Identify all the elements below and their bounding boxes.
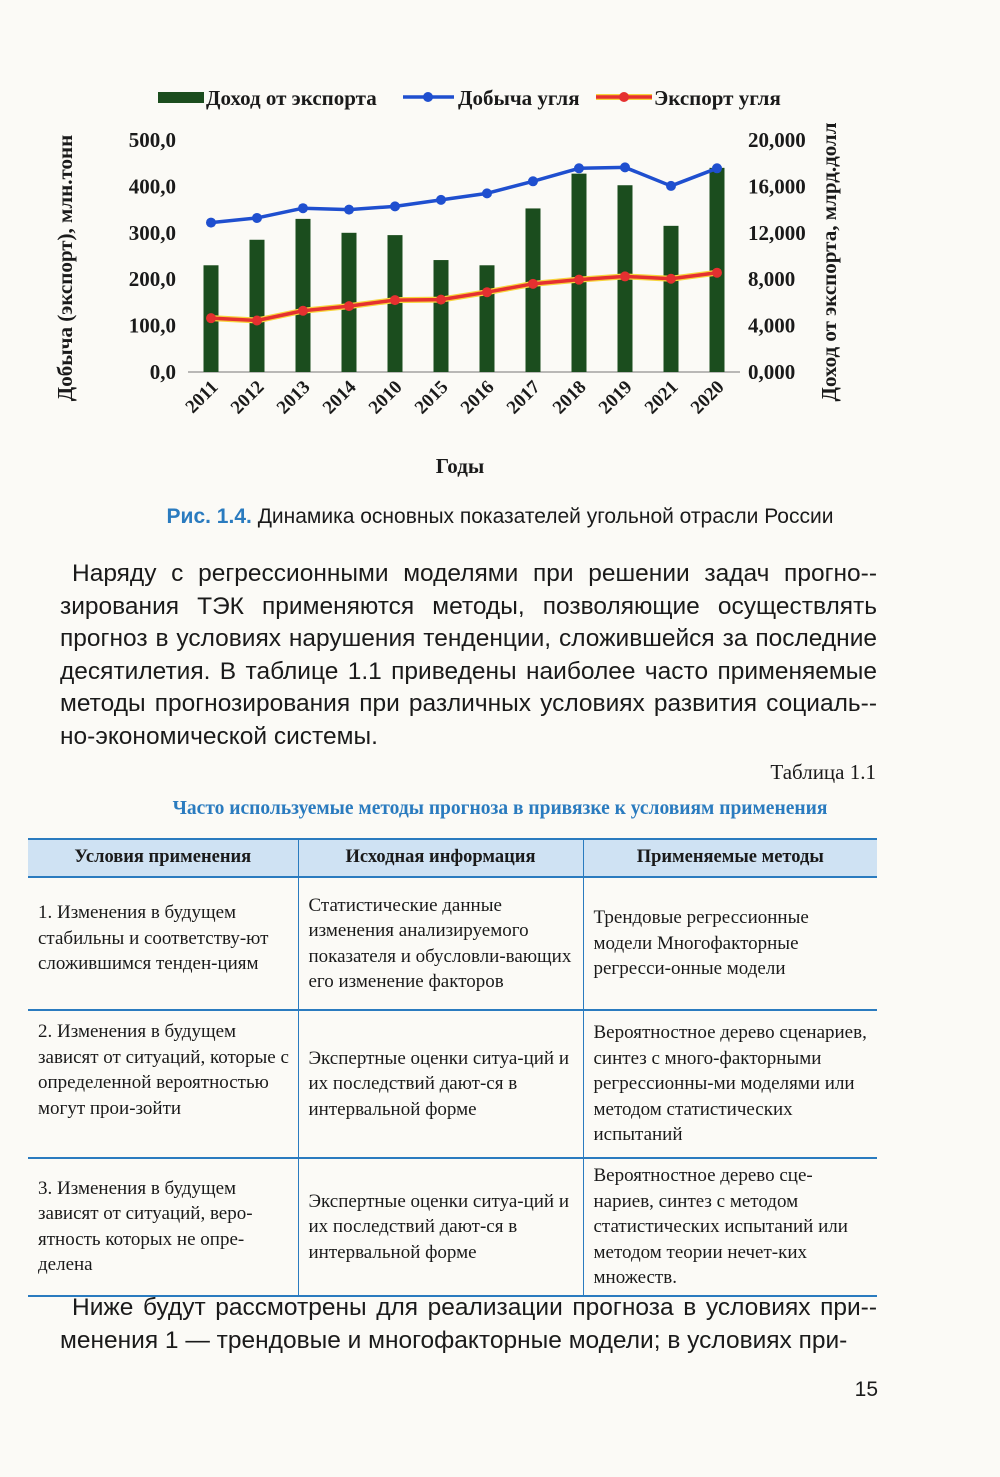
header-source-info: Исходная информация [298, 839, 583, 877]
x-tick-label: 2012 [226, 376, 269, 419]
point-coal-export [620, 271, 630, 281]
figure-number: Рис. 1.4. [166, 505, 252, 528]
point-coal-production [298, 203, 308, 213]
figure-caption-text: Динамика основных показателей угольной отрасли России [257, 505, 834, 528]
x-tick-label: 2015 [410, 376, 453, 419]
bar-export-revenue [664, 226, 679, 372]
table-title: Часто используемые методы прогноза в привязке к условиям применения [172, 798, 828, 819]
table-row [28, 1010, 877, 1158]
cell-condition: 2. Изменения в будущем зависят от ситуаций, которые с определенной вероятностью могут прои-зойти [28, 1010, 298, 1158]
cell-info: Экспертные оценки ситуа-ций и их последствий дают-ся в интервальной форме [298, 1010, 583, 1158]
y-tick-label-right: 12,000 [748, 220, 806, 245]
figure-caption [0, 505, 1000, 529]
x-tick-label: 2013 [272, 376, 315, 419]
bars-export-revenue [204, 168, 725, 372]
header-conditions: Условия применения [28, 839, 298, 877]
point-coal-export [528, 279, 538, 289]
point-coal-export [574, 275, 584, 285]
cell-methods: Вероятностное дерево сценариев, синтез с много-факторными регрессионны-ми моделями или методом статистических испытаний [583, 1010, 877, 1158]
x-tick-label: 2021 [640, 376, 683, 419]
coal-industry-chart [0, 0, 1000, 490]
bar-export-revenue [250, 240, 265, 372]
line-coal-production [211, 167, 717, 222]
point-coal-production [712, 163, 722, 173]
cell-condition: 3. Изменения в будущем зависят от ситуаций, веро-ятность которых не опре-делена [28, 1158, 298, 1296]
y-tick-label-right: 16,000 [748, 174, 806, 199]
y-tick-label-right: 20,000 [748, 128, 806, 152]
point-coal-production [252, 213, 262, 223]
x-tick-label: 2019 [594, 376, 637, 419]
x-tick-label: 2016 [456, 376, 499, 419]
y-axis-title-left: Добыча (экспорт), млн.тонн [53, 134, 77, 402]
point-coal-production [390, 201, 400, 211]
point-coal-production [344, 205, 354, 215]
bar-export-revenue [434, 260, 449, 372]
page-number: 15 [854, 1378, 878, 1401]
cell-info: Статистические данные изменения анализируемого показателя и обусловли-вающих его изменение факторов [298, 877, 583, 1010]
point-coal-export [666, 274, 676, 284]
x-tick-label: 2020 [686, 376, 729, 419]
y-tick-label-left: 300,0 [128, 220, 176, 245]
point-coal-export [712, 268, 722, 278]
cell-methods: Вероятностное дерево сце-нариев, синтез с методом статистических испытаний или методом теории нечет-ких множеств. [583, 1158, 877, 1296]
point-coal-export [482, 287, 492, 297]
y-tick-label-left: 400,0 [128, 174, 176, 199]
chart-legend [158, 86, 781, 110]
header-methods: Применяемые методы [583, 839, 877, 877]
point-coal-export [390, 295, 400, 305]
paragraph-1: Наряду с регрессионными моделями при решении задач прогно-зирования ТЭК применяются методы, позволяющие осуществлять прогноз в условиях нарушения тенденции, сложившейся за последние десятилетия. В таблице 1.1 приведены наиболее часто применяемые методы прогнозирования при различных условиях развития социаль-но-экономической системы. [60, 560, 877, 750]
legend-label-coal-export: Экспорт угля [654, 86, 781, 110]
paragraph-2: Ниже будут рассмотрены для реализации прогноза в условиях при-менения 1 — трендовые и многофакторные модели; в условиях при- [60, 1294, 877, 1354]
table-row [28, 877, 877, 1010]
y-axis-title-right: Доход от экспорта, млрд.долл [817, 122, 841, 402]
cell-condition: 1. Изменения в будущем стабильны и соответству-ют сложившимся тенден-циям [28, 877, 298, 1010]
y-tick-label-right: 0,000 [748, 360, 796, 384]
chart-lines [206, 162, 722, 325]
legend-marker-coal-export [619, 92, 629, 102]
bar-export-revenue [572, 174, 587, 372]
x-tick-label: 2017 [502, 376, 545, 419]
x-tick-label: 2010 [364, 376, 407, 419]
point-coal-export [252, 315, 262, 325]
x-tick-label: 2018 [548, 376, 591, 419]
point-coal-production [206, 218, 216, 228]
legend-marker-coal-production [423, 92, 433, 102]
y-tick-label-right: 8,000 [748, 267, 796, 292]
cell-info: Экспертные оценки ситуа-ций и их последствий дают-ся в интервальной форме [298, 1158, 583, 1296]
point-coal-production [436, 195, 446, 205]
methods-table [28, 838, 877, 1297]
point-coal-production [666, 181, 676, 191]
point-coal-export [436, 295, 446, 305]
y-tick-label-left: 100,0 [128, 313, 176, 338]
table-label: Таблица 1.1 [770, 760, 876, 784]
legend-swatch-export-revenue [158, 92, 204, 103]
table-row [28, 1158, 877, 1296]
point-coal-production [574, 163, 584, 173]
bar-export-revenue [526, 208, 541, 372]
x-tick-label: 2014 [318, 376, 361, 419]
legend-label-coal-production: Добыча угля [458, 86, 580, 110]
y-tick-label-right: 4,000 [748, 313, 796, 338]
point-coal-production [620, 162, 630, 172]
point-coal-export [206, 313, 216, 323]
legend-label-export-revenue: Доход от экспорта [206, 86, 377, 110]
point-coal-production [482, 188, 492, 198]
bar-export-revenue [296, 219, 311, 372]
cell-methods: Трендовые регрессионные модели Многофакторные регресси-онные модели [583, 877, 877, 1010]
y-tick-label-left: 200,0 [128, 267, 176, 292]
point-coal-export [298, 306, 308, 316]
table-header-row [28, 839, 877, 877]
bar-export-revenue [480, 265, 495, 372]
point-coal-export [344, 301, 354, 311]
y-tick-label-left: 0,0 [149, 360, 176, 384]
x-tick-label: 2011 [181, 376, 223, 418]
x-axis-title: Годы [435, 454, 485, 478]
y-tick-label-left: 500,0 [128, 128, 176, 152]
point-coal-production [528, 176, 538, 186]
